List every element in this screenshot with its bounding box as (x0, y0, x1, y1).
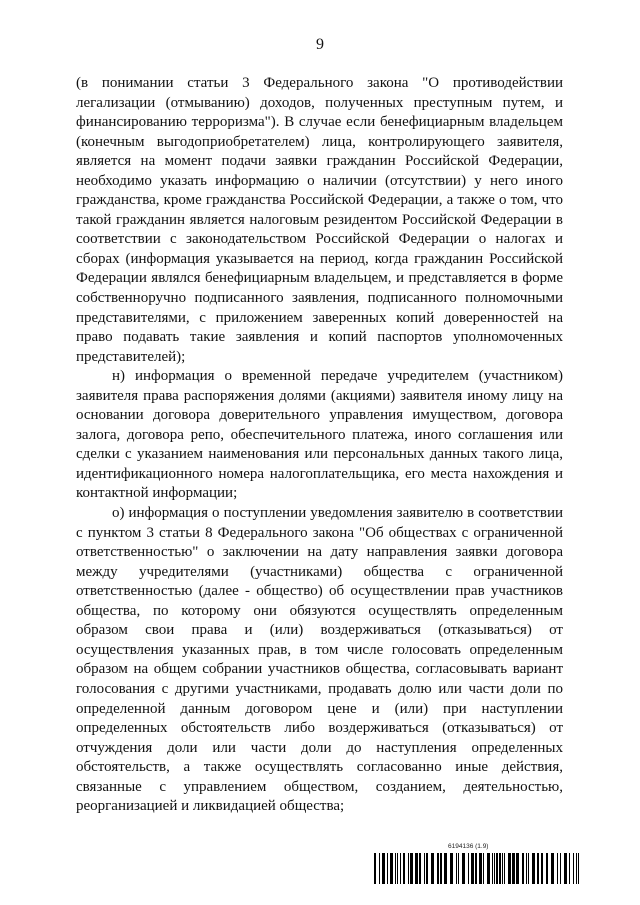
barcode-icon (373, 853, 580, 884)
paragraph-continuation: (в понимании статьи 3 Федерального закона "О противодействии легализации (отмыванию) доходов, полученных преступным путем, и финансированию терроризма"). В случае если бенефициарным владельцем (конечным выгодоприобретателем) лица, контролирующего заявителя, является на момент подачи заявки гражданин Российской Федерации, необходимо указать информацию о наличии (отсутствии) у него иного гражданства, кроме гражданства Российской Федерации, а также о том, что такой гражданин является налоговым резидентом Российской Федерации в соответствии с законодательством Российской Федерации о налогах и сборах (информация указывается на период, когда гражданин Российской Федерации являлся бенефициарным владельцем, и представляется в форме собственноручно подписанного заявления, подписанного полномочными представителями, с приложением заверенных копий доверенностей на право подавать такие заявления и копий паспортов уполномоченных представителей); (76, 75, 563, 365)
document-body (76, 74, 563, 817)
page-number: 9 (316, 36, 324, 53)
document-code-label: 6194136 (1.9) (448, 843, 489, 850)
paragraph-item-n: н) информация о временной передаче учредителем (участником) заявителя права распоряжения долями (акциями) заявителя иному лицу на основании договора доверительного управления имуществом, договора залога, договора репо, обеспечительного платежа, иного соглашения или сделки с указанием наименования или персональных данных такого лица, идентификационного номера налогоплательщика, его места нахождения и контактной информации; (76, 368, 563, 502)
paragraph-item-o: о) информация о поступлении уведомления заявителю в соответствии с пунктом 3 статьи 8 Федерального закона "Об обществах с ограниченной ответственностью" о заключении на дату направления заявки договора между учредителями (участниками) общества с ограниченной ответственностью (далее - общество) об осуществлении прав участников общества, по которому они обязуются осуществлять определенным образом свои права и (или) воздерживаться (отказываться) от осуществления указанных прав, в том числе голосовать определенным образом на общем собрании участников общества, согласовывать вариант голосования с другими участниками, продавать долю или части доли по определенной данным договором цене и (или) при наступлении определенных обстоятельств либо воздерживаться (отказываться) от отчуждения доли или части доли до наступления определенных обстоятельств, а также осуществлять согласованно иные действия, связанные с управлением обществом, созданием, деятельностью, реорганизацией и ликвидацией общества; (76, 505, 563, 815)
